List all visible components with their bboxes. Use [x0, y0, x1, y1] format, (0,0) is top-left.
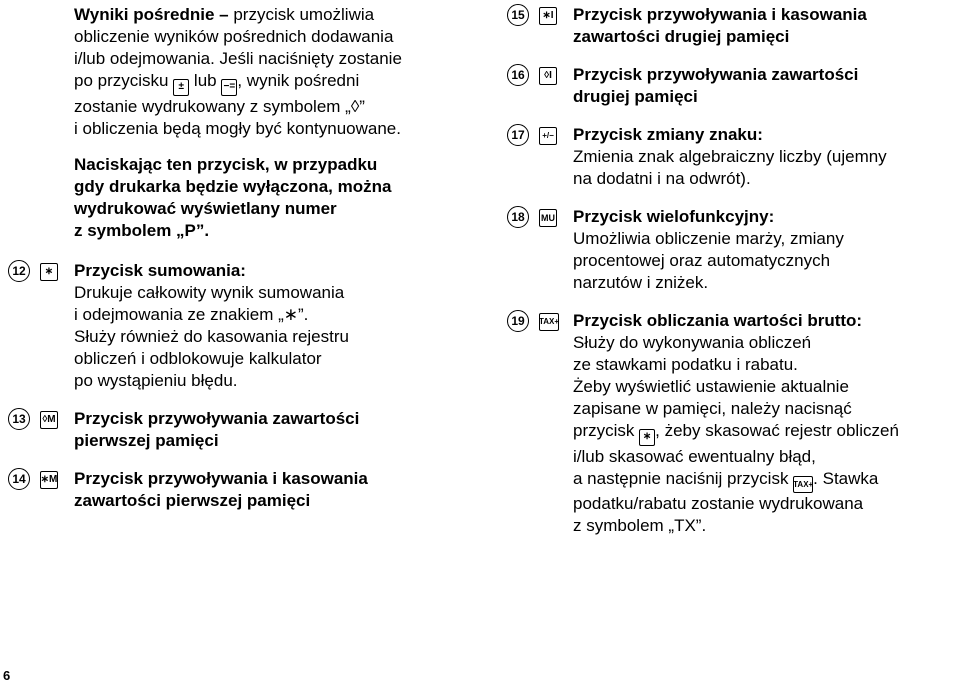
total-key-icon: ∗	[40, 263, 58, 281]
page-number: 6	[3, 668, 11, 683]
item-number-badge: 16	[507, 64, 529, 86]
entry-18-multifunction: 18 MU Przycisk wielofunkcyjny: Umożliwia obliczenie marży, zmiany procentowej oraz automatycznych narzutów i zniżek.	[507, 206, 957, 294]
right-column	[507, 4, 957, 553]
entry-14-memory-clear: 14 ∗M Przycisk przywoływania i kasowania zawartości pierwszej pamięci	[8, 468, 428, 512]
intro-bold: Wyniki pośrednie –	[74, 5, 229, 24]
entry-19-tax-plus: 19 TAX+ Przycisk obliczania wartości brutto: Służy do wykonywania obliczeń ze stawkami podatku i rabatu. Żeby wyświetlić ustawienie aktualnie zapisane w pamięci, należy nacisnąć przycisk ∗ , żeby skasować rejestr obliczeń i/lub skasować ewentualny błąd, a następnie naciśnij przycisk TAX+. Stawka podatku/rabatu zostanie wydrukowana z symbolem „TX”.	[507, 310, 957, 537]
second-memory-recall-key-icon: ◊I	[539, 67, 557, 85]
print-note-paragraph: Naciskając ten przycisk, w przypadku gdy drukarka będzie wyłączona, można wydrukować wyświetlany numer z symbolem „P”.	[74, 154, 392, 240]
item-number-badge: 18	[507, 206, 529, 228]
entry-16-second-memory-recall: 16 ◊I Przycisk przywoływania zawartości drugiej pamięci	[507, 64, 957, 108]
item-number-badge: 13	[8, 408, 30, 430]
intro-paragraph: Wyniki pośrednie – przycisk umożliwia obliczenie wyników pośrednich dodawania i/lub odejmowania. Jeśli naciśnięty zostanie po przycisku ± lub −= , wynik pośredni zostanie wydrukowany z symbolem „◊” i obliczenia będą mogły być kontynuowane.	[74, 5, 402, 138]
entry-title: Przycisk sumowania:	[74, 260, 246, 280]
second-memory-clear-key-icon: ∗I	[539, 7, 557, 25]
sign-change-key-icon: +/−	[539, 127, 557, 145]
tax-plus-key-icon: TAX+	[539, 313, 559, 331]
item-number-badge: 12	[8, 260, 30, 282]
item-number-badge: 14	[8, 468, 30, 490]
item-number-badge: 19	[507, 310, 529, 332]
total-key-icon: ∗	[639, 429, 655, 446]
minus-equals-key-icon: −=	[221, 79, 237, 96]
item-number-badge: 15	[507, 4, 529, 26]
entry-15-second-memory-clear: 15 ∗I Przycisk przywoływania i kasowania zawartości drugiej pamięci	[507, 4, 957, 48]
memory-clear-key-icon: ∗M	[40, 471, 58, 489]
memory-recall-key-icon: ◊M	[40, 411, 58, 429]
markup-key-icon: MU	[539, 209, 557, 227]
left-column	[8, 4, 428, 528]
tax-plus-key-icon: TAX+	[793, 476, 813, 493]
entry-13-memory-recall: 13 ◊M Przycisk przywoływania zawartości pierwszej pamięci	[8, 408, 428, 452]
entry-12-total-key: 12 ∗ Przycisk sumowania: Drukuje całkowity wynik sumowania i odejmowania ze znakiem „∗”. Służy również do kasowania rejestru obliczeń i odblokowuje kalkulator po wystąpieniu błędu.	[8, 260, 428, 392]
item-number-badge: 17	[507, 124, 529, 146]
entry-17-sign-change: 17 +/− Przycisk zmiany znaku: Zmienia znak algebraiczny liczby (ujemny na dodatni i na odwrót).	[507, 124, 957, 190]
plus-equals-key-icon: ±	[173, 79, 189, 96]
